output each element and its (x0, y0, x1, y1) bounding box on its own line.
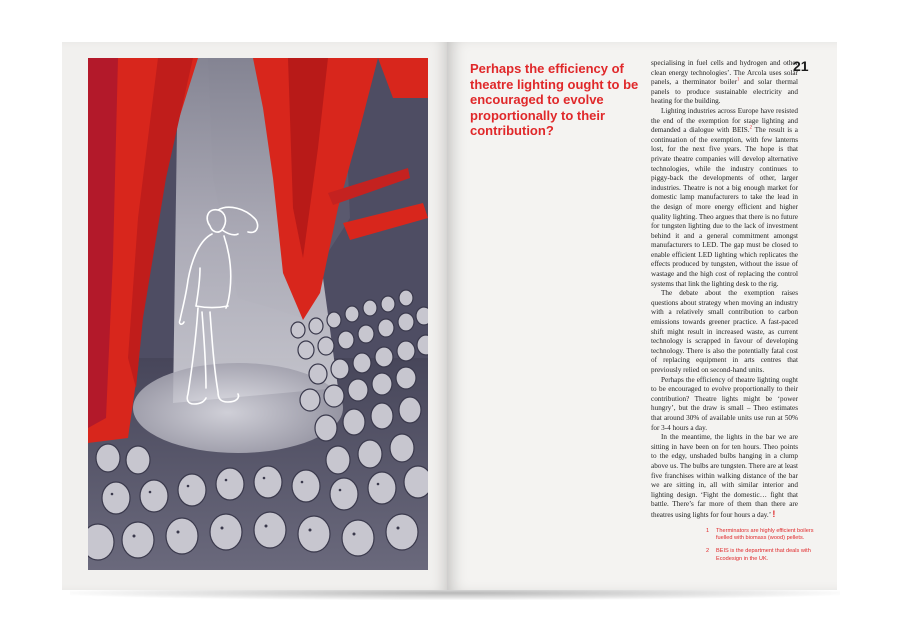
end-mark-icon: ! (772, 508, 776, 519)
paragraph-2-text-a: Lighting industries across Europe have resisted the end of the exemption for stage lighting and demanded a dialogue with BEIS. (651, 106, 798, 135)
footnotes (706, 528, 826, 569)
paragraph-2 (651, 107, 798, 289)
article-body (651, 59, 798, 521)
footnote-ref-1[interactable]: 1 (736, 77, 740, 83)
footnote-2-number: 2 (706, 548, 710, 555)
footnote-2-text: BEIS is the department that deals with Ecodesign in the UK. (716, 548, 811, 562)
paragraph-2-text-b: The result is a continuation of the exemption, with few lanterns lost, for the next five years. The hope is that private theatre companies will develop alternative technologies, while the industry continues to piggy-back the developments of other, larger industries. Theatre is not a big enough market for domestic lamp manufacturers to take the lead in the design of more energy efficient and higher quality lighting. Theo argues that there is no future for tungsten lighting due to the lack of investment behind it and a general commitment amongst manufacturers to LED. The gap must be closed to enable efficient LED lighting which replicates the effects produced by tungsten, without the issue of wastage and the high cost of replacing the control systems that link the lighting desk to the rig. (651, 126, 798, 288)
paragraph-3: The debate about the exemption raises questions about strategy when moving an industry with a relatively small contribution to carbon emissions towards greener practice. A fast-paced shift might result in increased waste, as current technology is scrapped in favour of developing technology. There is also the potentially fatal cost of replacing equipment in arts centres that previously relied on second-hand units. (651, 289, 798, 374)
footnote-1 (706, 528, 826, 542)
page-number: 21 (793, 58, 809, 74)
pull-quote: Perhaps the efficiency of theatre lighting ought to be encouraged to evolve proportionally to their contribution? (470, 61, 639, 138)
paragraph-1-text-a: specialising in fuel cells and hydrogen and other clean energy technologies’. The Arcola uses solar panels, a therminator boiler (651, 59, 798, 87)
paragraph-5 (651, 433, 798, 520)
footnote-ref-2[interactable]: 2 (749, 125, 753, 131)
footnote-1-text: Therminators are highly efficient boilers fuelled with biomass (wood) pellets. (716, 528, 814, 542)
paragraph-5-text: In the meantime, the lights in the bar we are sitting in have been on for ten hours. Theo points to the edgy, unshaded bulbs hanging in a clump above us. The bulbs are tungsten. There are at least five franchises within walking distance of the bar we are sitting in, all with similar interior and lighting design. ‘Fight the domestic… fight that battle. There’s far more of them than there are theatres using lights for four hours a day.’ (651, 433, 798, 519)
footnote-1-number: 1 (706, 528, 710, 534)
theatre-illustration-svg (88, 58, 428, 570)
paragraph-1 (651, 59, 798, 107)
paragraph-4: Perhaps the efficiency of theatre lighting ought to be encouraged to evolve proportionally to their contribution? Theatre lights might be ‘power hungry’, but the draw is small – Theo estimates that around 30% of available units use run at 50% for 3-4 hours a day. (651, 375, 798, 432)
theatre-illustration (88, 58, 428, 570)
paragraph-1-text-b: and solar thermal panels to produce sustainable electricity and heating for the building. (651, 78, 798, 106)
footnote-2 (706, 548, 826, 562)
